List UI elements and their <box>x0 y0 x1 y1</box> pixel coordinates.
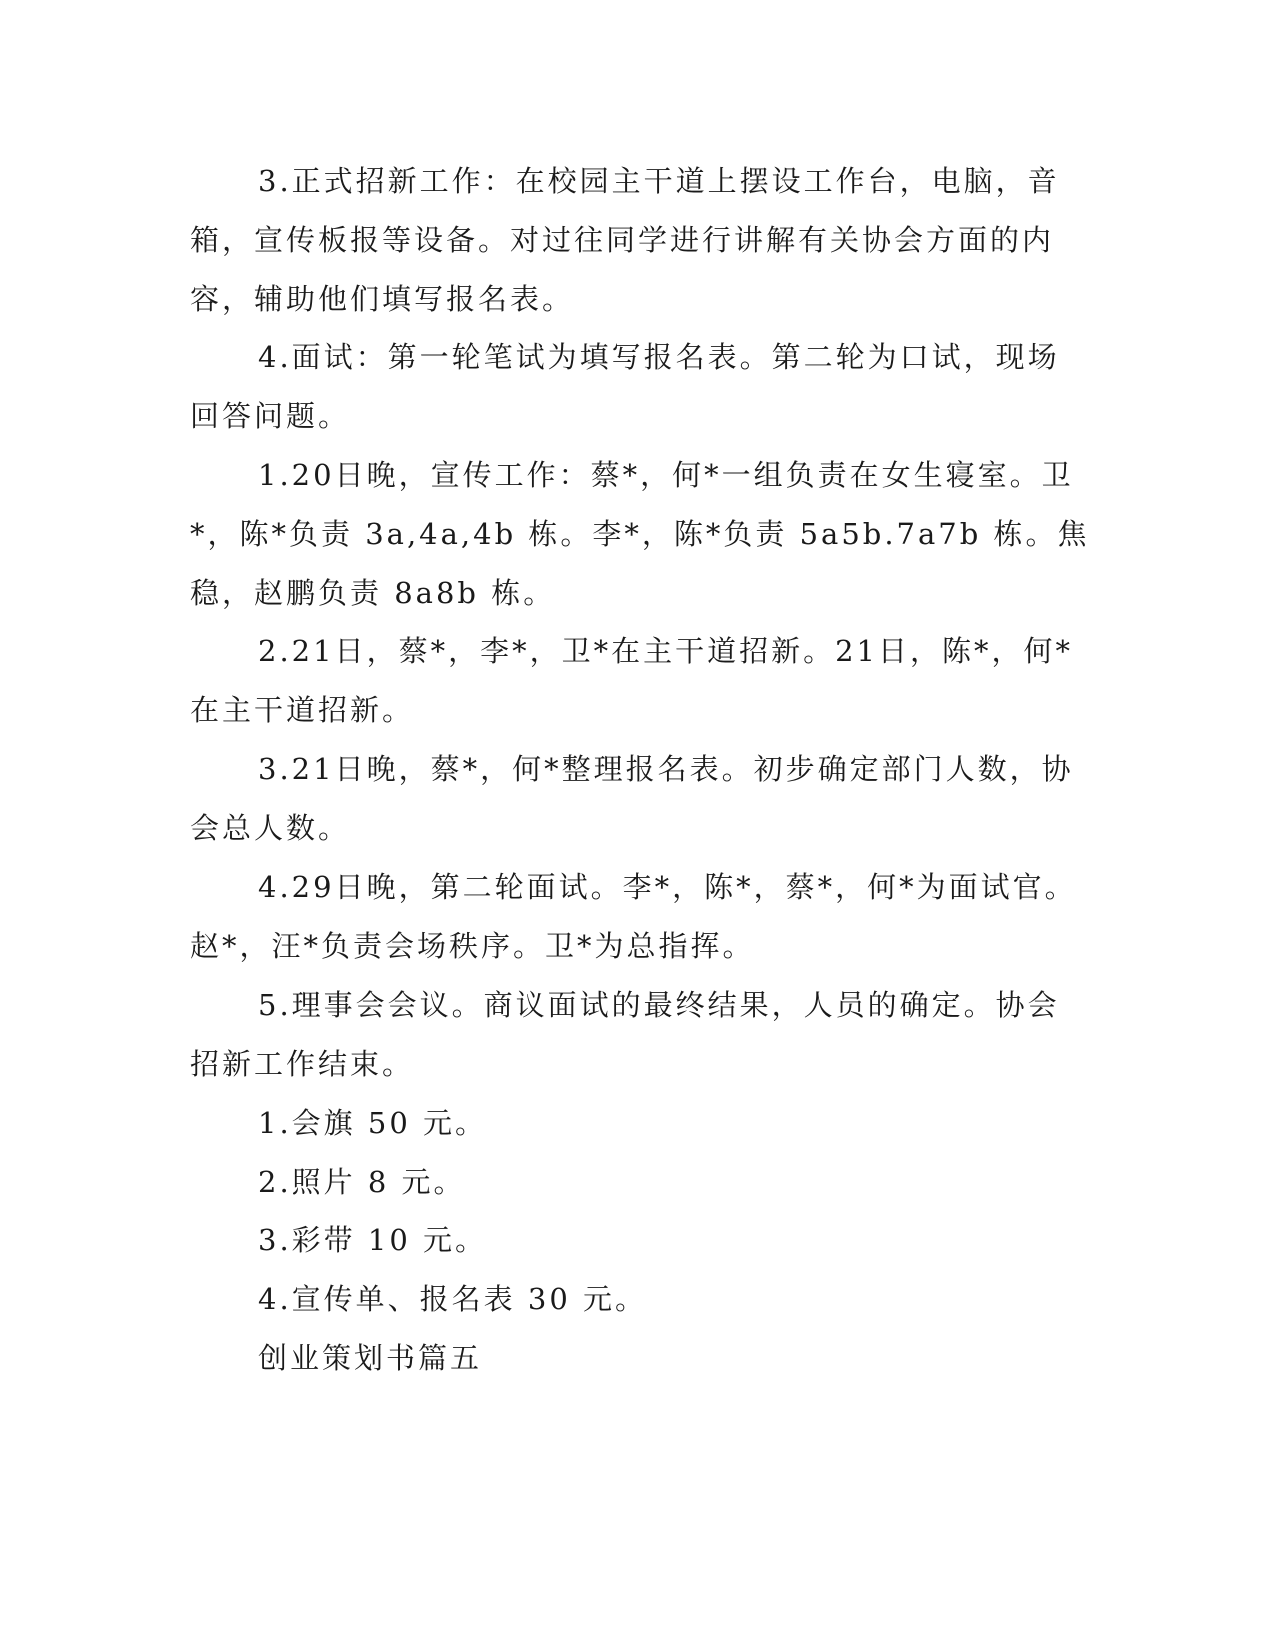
paragraph-29th-second-interview: 4.29日晚，第二轮面试。李*，陈*，蔡*，何*为面试官。赵*，汪*负责会场秩序。卫*为总指挥。 <box>190 870 1077 963</box>
budget-item-flyers-forms: 4.宣传单、报名表 30 元。 <box>258 1282 648 1316</box>
budget-item-ribbons: 3.彩带 10 元。 <box>258 1223 488 1257</box>
paragraph-21st-recruitment: 2.21日，蔡*，李*，卫*在主干道招新。21日，陈*，何*在主干道招新。 <box>190 634 1073 727</box>
paragraph-recruitment-work: 3.正式招新工作：在校园主干道上摆设工作台，电脑，音箱，宣传板报等设备。对过往同学进行讲解有关协会方面的内容，辅助他们填写报名表。 <box>190 164 1060 316</box>
section-heading-part-five: 创业策划书篇五 <box>258 1341 483 1375</box>
paragraph-interview: 4.面试：第一轮笔试为填写报名表。第二轮为口试，现场回答问题。 <box>190 340 1060 433</box>
paragraph-council-meeting: 5.理事会会议。商议面试的最终结果，人员的确定。协会招新工作结束。 <box>190 988 1060 1081</box>
paragraph-21st-evening-forms: 3.21日晚，蔡*，何*整理报名表。初步确定部门人数，协会总人数。 <box>190 752 1074 845</box>
budget-item-flag: 1.会旗 50 元。 <box>258 1106 488 1140</box>
budget-item-photos: 2.照片 8 元。 <box>258 1165 466 1199</box>
paragraph-20th-evening-promotion: 1.20日晚，宣传工作：蔡*，何*一组负责在女生寝室。卫*，陈*负责 3a,4a,4b 栋。李*，陈*负责 5a5b.7a7b 栋。焦稳，赵鹏负责 8a8b 栋。 <box>190 458 1090 610</box>
